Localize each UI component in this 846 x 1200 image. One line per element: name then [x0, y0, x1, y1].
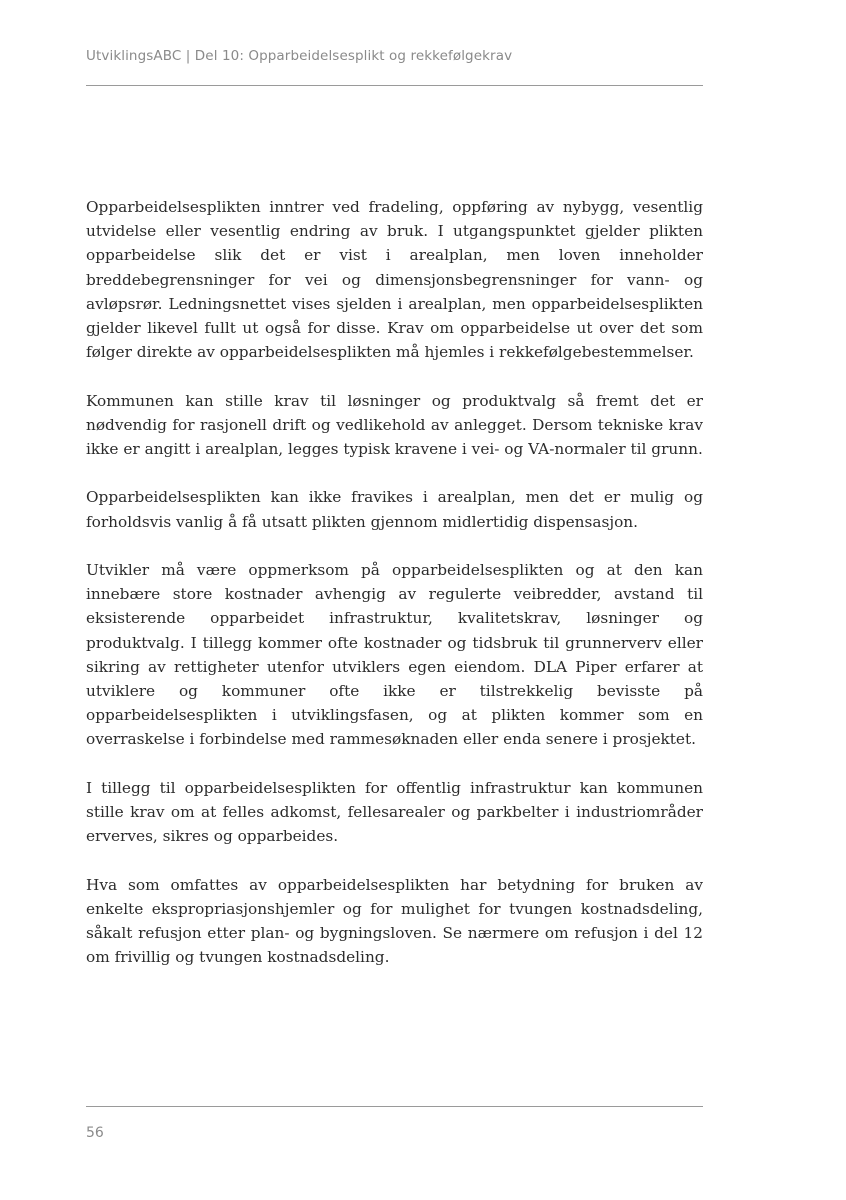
body-text: [86, 195, 703, 994]
page-number: 56: [86, 1125, 104, 1141]
running-header: UtviklingsABC | Del 10: Opparbeidelsesplikt og rekkefølgekrav: [86, 48, 513, 64]
footer-divider: [86, 1106, 703, 1107]
paragraph: Hva som omfattes av opparbeidelsesplikten har betydning for bruken av enkelte ekspropriasjonshjemler og for mulighet for tvungen kostnadsdeling, såkalt refusjon etter plan- og bygningsloven. Se nærmere om refusjon i del 12 om frivillig og tvungen kostnadsdeling.: [86, 875, 703, 967]
paragraph: Kommunen kan stille krav til løsninger og produktvalg så fremt det er nødvendig for rasjonell drift og vedlikehold av anlegget. Dersom tekniske krav ikke er angitt i arealplan, legges typisk kravene i vei- og VA-normaler til grunn.: [86, 391, 703, 459]
header-divider: [86, 85, 703, 86]
paragraph: Opparbeidelsesplikten kan ikke fravikes i arealplan, men det er mulig og forholdsvis vanlig å få utsatt plikten gjennom midlertidig dispensasjon.: [86, 488, 703, 531]
paragraph: Utvikler må være oppmerksom på opparbeidelsesplikten og at den kan innebære store kostnader avhengig av regulerte veibredder, avstand til eksisterende opparbeidet infrastruktur, kvalitetskrav, løsninger og produktvalg. I tillegg kommer ofte kostnader og tidsbruk til grunnerverv eller sikring av rettigheter utenfor utviklers egen eiendom. DLA Piper erfarer at utviklere og kommuner ofte ikke er tilstrekkelig bevisste på opparbeidelsesplikten i utviklingsfasen, og at plikten kommer som en overraskelse i forbindelse med rammesøknaden eller enda senere i prosjektet.: [86, 561, 703, 749]
paragraph: I tillegg til opparbeidelsesplikten for offentlig infrastruktur kan kommunen stille krav om at felles adkomst, fellesarealer og parkbelter i industriområder erverves, sikres og opparbeides.: [86, 778, 703, 846]
paragraph: Opparbeidelsesplikten inntrer ved fradeling, oppføring av nybygg, vesentlig utvidelse eller vesentlig endring av bruk. I utgangspunktet gjelder plikten opparbeidelse slik det er vist i arealplan, men loven inneholder breddebegrensninger for vei og dimensjonsbegrensninger for vann- og avløpsrør. Ledningsnettet vises sjelden i arealplan, men opparbeidelsesplikten gjelder likevel fullt ut også for disse. Krav om opparbeidelse ut over det som følger direkte av opparbeidelsesplikten må hjemles i rekkefølgebestemmelser.: [86, 198, 703, 362]
